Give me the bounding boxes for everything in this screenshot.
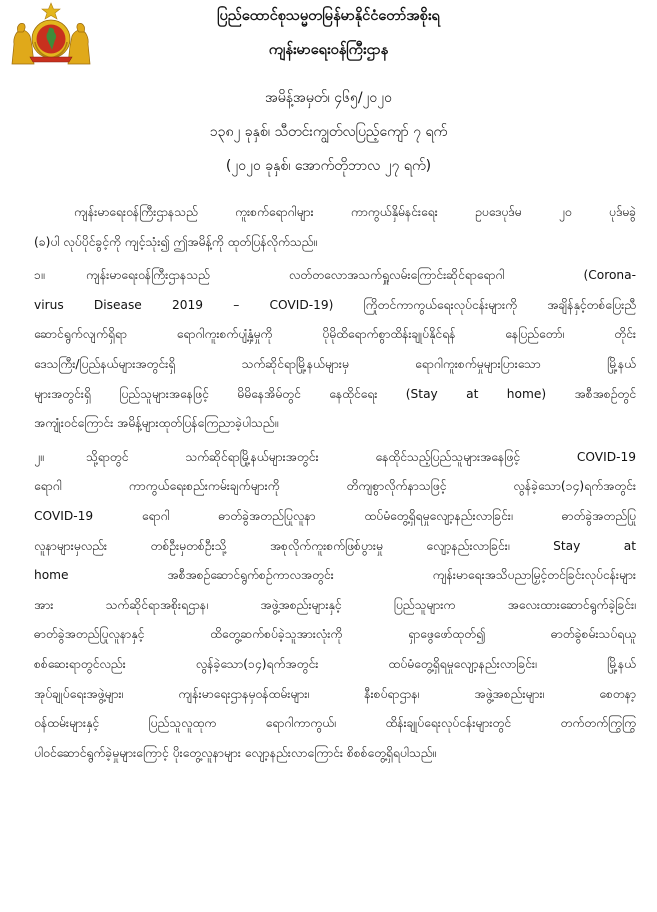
paragraph-line: အုပ်ချုပ်ရေးအဖွဲ့များ၊ ကျန်းမာရေးဌာနမှဝန်ထမ်းများ၊ နီးစပ်ရာဌာန၊ အဖွဲ့အစည်းများ၊ စေတနာ့: [34, 686, 636, 701]
order-body: [34, 198, 636, 772]
paragraph-line: ကျန်းမာရေးဝန်ကြီးဌာနသည် လတ်တလောအသက်ရှူလမ်းကြောင်းဆိုင်ရာရောဂါ (Corona-: [86, 268, 636, 283]
date-gregorian: (၂၀၂၀ ခုနှစ်၊ အောက်တိုဘာလ ၂၇ ရက်): [225, 158, 432, 174]
order-number: အမိန့်အမှတ်၊ ၄၆၅/၂၀၂၀: [264, 90, 393, 106]
intro-line: (ခ)ပါ လုပ်ပိုင်ခွင့်ကို ကျင့်သုံး၍ ဤအမိန့်ကို ထုတ်ပြန်လိုက်သည်။: [34, 234, 318, 249]
paragraph-line: ပါဝင်ဆောင်ရွက်ခဲ့မှုများကြောင့် ပိုးတွေ့လူနာများ လျော့နည်းလာကြောင်း စိစစ်တွေ့ရှိရပါသည်။: [34, 745, 437, 760]
paragraph-1: [34, 261, 636, 439]
paragraph-line: ဆောင်ရွက်လျက်ရှိရာ ရောဂါကူးစက်ပျံ့နှံ့မှုကို ပိုမိုထိရောက်စွာထိန်းချုပ်နိုင်ရန် နေပြည်တော်၊ တိုင်း: [34, 327, 636, 342]
paragraph-2-first-line: [34, 443, 636, 473]
paragraph-line: သို့ရာတွင် သက်ဆိုင်ရာမြို့နယ်များအတွင်း နေထိုင်သည့်ပြည်သူများအနေဖြင့် COVID-19: [86, 449, 636, 464]
paragraph-line: COVID-19 ရောဂါ ဓာတ်ခွဲအတည်ပြုလူနာ ထပ်မံတွေ့ရှိရမှုလျော့နည်းလာခြင်း၊ ဓာတ်ခွဲအတည်ပြု: [34, 508, 636, 523]
intro-paragraph: [34, 198, 636, 257]
org-title: ပြည်ထောင်စုသမ္မတမြန်မာနိုင်ငံတော်အစိုးရ: [217, 8, 440, 24]
paragraph-line: အကျုံးဝင်ကြောင်း အမိန့်များထုတ်ပြန်ကြေညာခဲ့ပါသည်။: [34, 416, 279, 431]
date-myanmar: ၁၃၈၂ ခုနှစ်၊ သီတင်းကျွတ်လပြည့်ကျော် ၇ ရက်: [209, 124, 448, 140]
paragraph-line: virus Disease 2019 – COVID-19) ကြိုတင်ကာကွယ်ရေးလုပ်ငန်းများကို အချိန်နှင့်တစ်ပြေးညီ: [34, 297, 636, 312]
paragraph-line: ဒေသကြီး/ပြည်နယ်များအတွင်းရှိ သက်ဆိုင်ရာမြို့နယ်များမှ ရောဂါကူးစက်မှုများပြားသော မြို့နယ်: [34, 356, 636, 371]
paragraph-1-first-line: [34, 261, 636, 291]
paragraph-line: လူနာများမှလည်း တစ်ဦးမှတစ်ဦးသို့ အစုလိုက်ကူးစက်ဖြစ်ပွားမှု လျော့နည်းလာခြင်း၊ Stay at: [34, 538, 636, 553]
intro-line: ကျန်းမာရေးဝန်ကြီးဌာနသည် ကူးစက်ရောဂါများ ကာကွယ်နှိမ်နင်းရေး ဥပဒေပုဒ်မ ၂၀ ပုဒ်မခွဲ: [74, 205, 636, 219]
paragraph-line: home အစီအစဉ်ဆောင်ရွက်စဉ်ကာလအတွင်း ကျန်းမာရေးအသိပညာမြှင့်တင်ခြင်းလုပ်ငန်းများ: [34, 568, 636, 583]
paragraph-line: ရောဂါ ကာကွယ်ရေးစည်းကမ်းချက်များကို တိကျစွာလိုက်နာသဖြင့် လွန်ခဲ့သော(၁၄)ရက်အတွင်း: [34, 479, 636, 494]
paragraph-line: ဓာတ်ခွဲအတည်ပြုလူနာနှင့် ထိတွေ့ဆက်စပ်ခဲ့သူအားလုံးကို ရှာဖွေဖော်ထုတ်၍ ဓာတ်ခွဲစမ်းသပ်ရယူ: [34, 627, 636, 642]
ministry-title: ကျန်းမာရေးဝန်ကြီးဌာန: [268, 42, 389, 58]
paragraph-line: ဝန်ထမ်းများနှင့် ပြည်သူလူထုက ရောဂါကာကွယ်၊ ထိန်းချုပ်ရေးလုပ်ငန်းများတွင် တက်တက်ကြွကြွ: [34, 716, 636, 731]
paragraph-number: ၁။: [34, 268, 45, 283]
paragraph-2: [34, 443, 636, 769]
paragraph-line: စစ်ဆေးရာတွင်လည်း လွန်ခဲ့သော(၁၄)ရက်အတွင်း ထပ်မံတွေ့ရှိရမှုလျော့နည်းလာခြင်း၊ မြို့နယ်: [34, 656, 636, 671]
paragraph-line: များအတွင်းရှိ ပြည်သူများအနေဖြင့် မိမိနေအိမ်တွင် နေထိုင်ရေး (Stay at home) အစီအစဉ်တွင်: [34, 386, 636, 401]
paragraph-line: အား သက်ဆိုင်ရာအစိုးရဌာန၊ အဖွဲ့အစည်းများနှင့် ပြည်သူများက အလေးထားဆောင်ရွက်ခဲ့ခြင်း၊: [34, 597, 636, 612]
paragraph-number: ၂။: [34, 449, 44, 464]
